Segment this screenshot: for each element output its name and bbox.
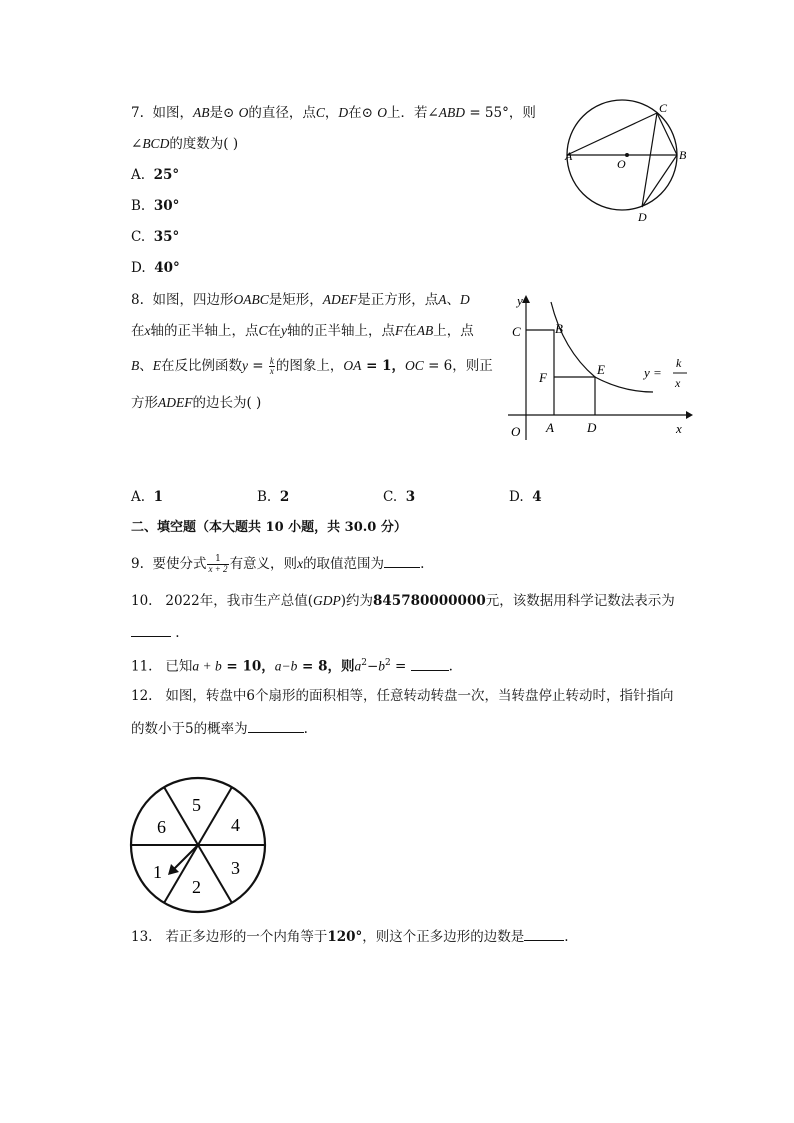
- q8-label-e: E: [597, 362, 605, 377]
- q8-option-b[interactable]: B. 2: [257, 489, 290, 505]
- q9-stem: 9. 要使分式 $\frac{1}{x + 2}$ 有意义，则x的取值范围为 .: [131, 554, 425, 574]
- q13-stem: 13. 若正多边形的一个内角等于120°，则这个正多边形的边数是 .: [131, 926, 569, 947]
- q12-sector-1: 1: [153, 862, 162, 882]
- q12-sector-6: 6: [157, 817, 166, 837]
- q8-fraction-k-over-x: $\frac{k}{x}$: [269, 356, 274, 376]
- q7-label-o: O: [617, 157, 626, 171]
- q7-option-d[interactable]: D. 40°: [131, 260, 180, 276]
- q7-option-a[interactable]: A. 25°: [131, 167, 180, 183]
- q8-graph-figure: [503, 290, 698, 445]
- q8-number: 8.: [131, 292, 144, 308]
- q8-x-axis-arrow: [686, 411, 693, 419]
- q11-answer-blank[interactable]: [411, 656, 449, 671]
- q8-label-d: D: [587, 420, 597, 435]
- q8-func-k: k: [676, 356, 682, 370]
- q12-sector-2: 2: [192, 877, 201, 897]
- q8-stem-line3: B、E在反比例函数y = $\frac{k}{x}$ 的图象上，OA = 1，OC = 6，则正: [131, 356, 493, 376]
- q10-number: 10.: [131, 593, 153, 609]
- q8-stem-line1: 8. 如图，四边形OABC是矩形，ADEF是正方形，点A、D: [131, 292, 470, 308]
- q10-stem-line2: .: [131, 622, 180, 643]
- q7-stem-line2: ∠BCD的度数为( ): [131, 136, 239, 152]
- q8-label-o: O: [511, 424, 521, 439]
- q7-option-c[interactable]: C. 35°: [131, 229, 180, 245]
- q13-answer-blank[interactable]: [524, 926, 564, 941]
- q7-number: 7.: [131, 105, 144, 121]
- q7-label-a: A: [565, 149, 573, 163]
- q7-option-b[interactable]: B. 30°: [131, 198, 180, 214]
- q8-stem-line2: 在x轴的正半轴上，点C在y轴的正半轴上，点F在AB上，点: [131, 323, 474, 339]
- q7-label-d: D: [638, 210, 647, 224]
- q9-fraction: $\frac{1}{x + 2}$: [208, 554, 228, 574]
- q12-stem-line1: 12. 如图，转盘中6个扇形的面积相等，任意转动转盘一次，当转盘停止转动时，指针指向: [131, 688, 674, 704]
- q7-label-b: B: [679, 148, 687, 162]
- q9-number: 9.: [131, 556, 144, 572]
- q7-chord-cd: [642, 113, 657, 207]
- q7-chord-bd: [642, 155, 677, 207]
- q8-label-a: A: [546, 420, 554, 435]
- q7-stem-line1: 7. 如图，AB是⊙ O的直径，点C，D在⊙ O上．若∠ABD = 55°，则: [131, 105, 536, 121]
- q8-label-c: C: [512, 324, 521, 339]
- q8-option-a[interactable]: A. 1: [131, 489, 164, 505]
- q12-sector-3: 3: [231, 858, 240, 878]
- q8-func-x: x: [675, 376, 681, 390]
- section-heading-fill-in: 二、填空题（本大题共 10 小题，共 30.0 分）: [131, 520, 407, 535]
- q12-sector-4: 4: [231, 815, 240, 835]
- q8-square-adef: [554, 377, 595, 415]
- q8-label-f: F: [539, 370, 547, 385]
- q12-number: 12.: [131, 688, 153, 704]
- q10-stem-line1: 10. 2022年，我市生产总值(GDP)约为845780000000元，该数据用科学记数法表示为: [131, 593, 675, 609]
- q12-sector-5: 5: [192, 795, 201, 815]
- q11-number: 11.: [131, 658, 153, 675]
- q8-func-y-eq: y =: [644, 365, 662, 380]
- q8-y-axis-arrow: [522, 295, 530, 303]
- q7-circle-figure: [560, 100, 700, 225]
- q8-stem-line4: 方形ADEF的边长为( ): [131, 395, 262, 411]
- q12-stem-line2: 的数小于5的概率为 .: [131, 718, 308, 739]
- q11-stem: 11. 已知a + b = 10，a−b = 8，则$a^2-b^2$ = .: [131, 653, 453, 677]
- q8-label-y: y: [517, 293, 523, 308]
- q8-option-d[interactable]: D. 4: [509, 489, 542, 505]
- q9-answer-blank[interactable]: [384, 553, 420, 568]
- q13-number: 13.: [131, 929, 153, 945]
- q12-answer-blank[interactable]: [248, 718, 304, 733]
- q8-option-c[interactable]: C. 3: [383, 489, 416, 505]
- q12-spinner-figure: [128, 775, 270, 917]
- q8-label-b: B: [555, 321, 563, 336]
- q7-chord-cb: [657, 113, 677, 155]
- q7-label-c: C: [659, 101, 668, 115]
- q10-answer-blank[interactable]: [131, 622, 171, 637]
- q8-hyperbola: [551, 302, 653, 392]
- q8-label-x: x: [676, 421, 682, 436]
